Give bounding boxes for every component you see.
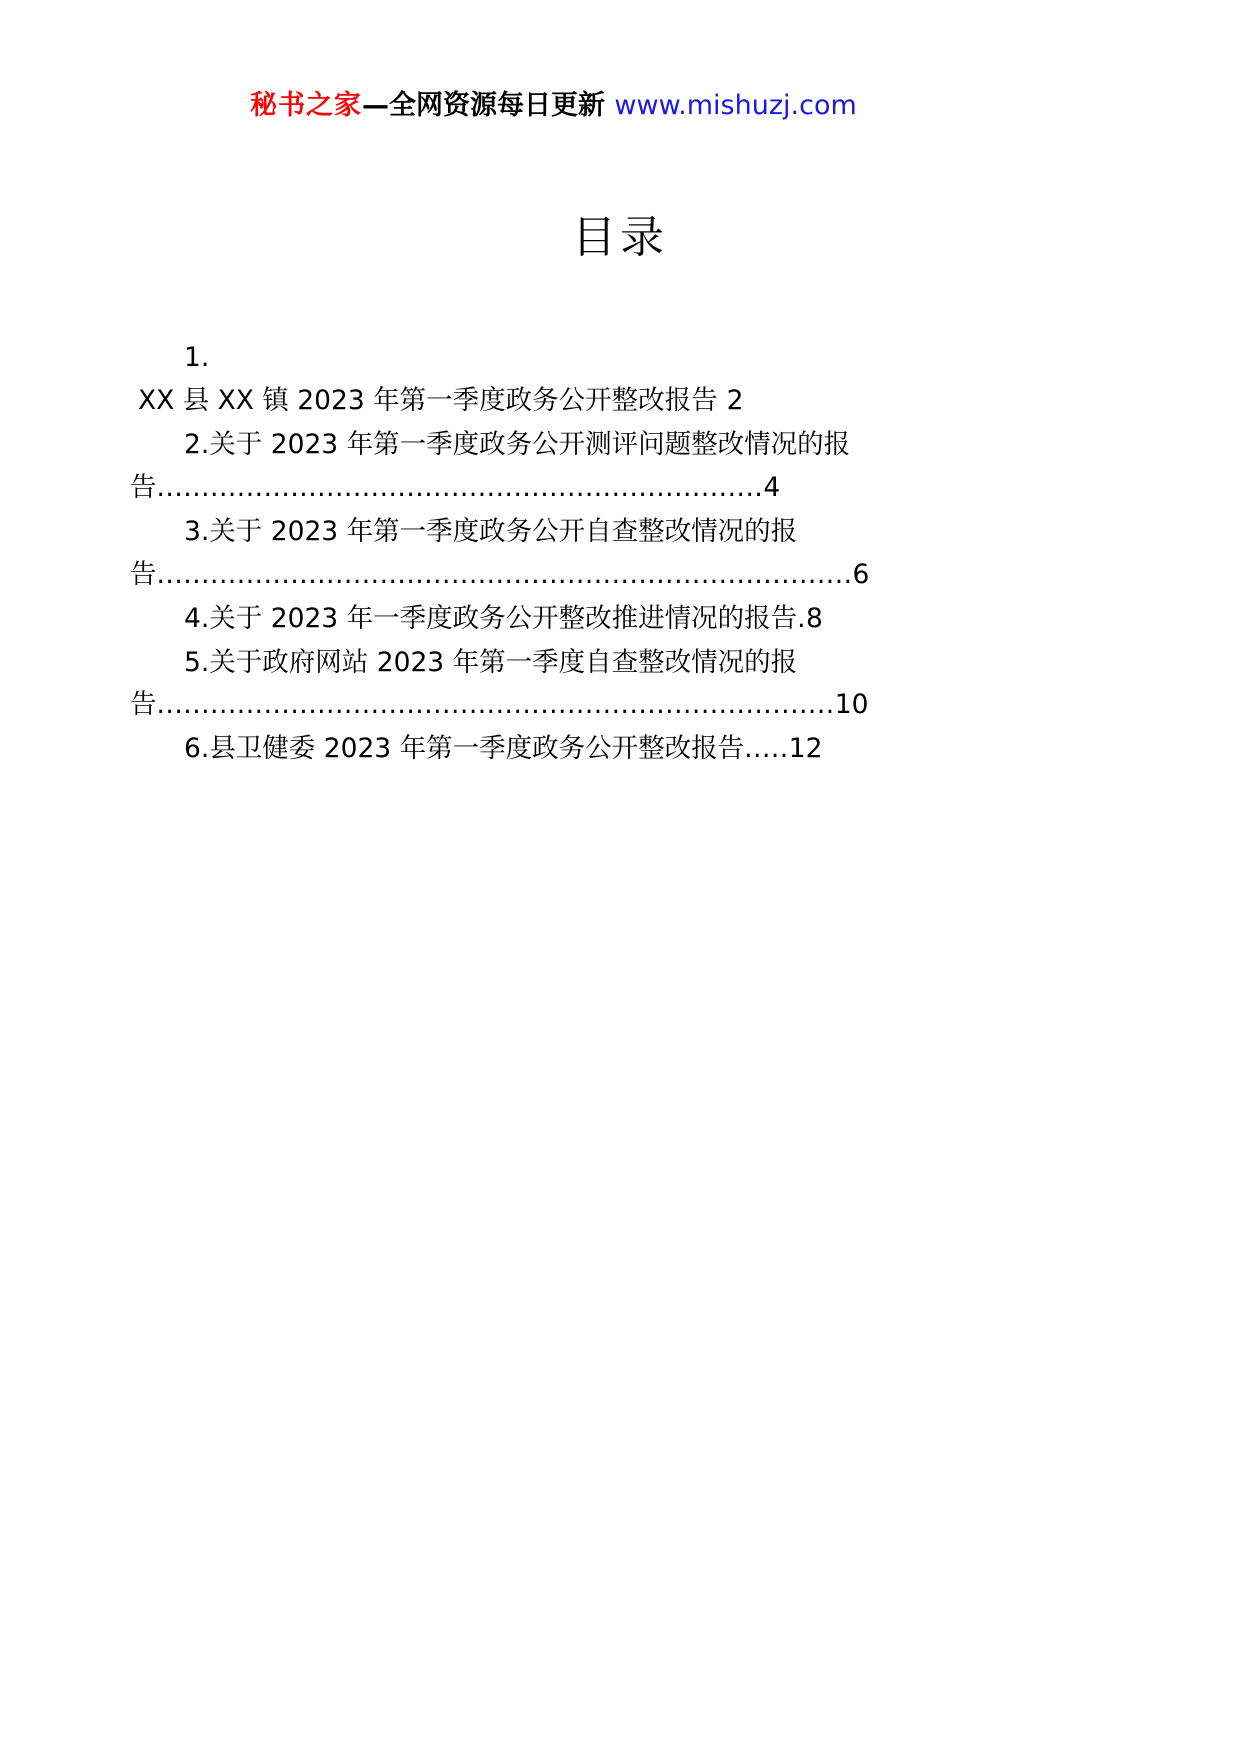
toc-title-3: 关于 2023 年第一季度政务公开自查整改情况的报告 [130, 515, 798, 590]
toc-page-6: 12 [788, 733, 823, 765]
site-brand: 秘书之家 [250, 90, 362, 121]
toc-entry-3[interactable] [130, 511, 1130, 597]
table-of-contents [110, 337, 1130, 771]
toc-title-6: 县卫健委 2023 年第一季度政务公开整改报告 [209, 733, 745, 765]
toc-title-4: 关于 2023 年一季度政务公开整改推进情况的报告 [209, 602, 798, 634]
toc-leader-2: .................................................................... [156, 471, 764, 503]
toc-number-5: 5. [184, 646, 210, 678]
site-url[interactable]: www.mishuzj.com [614, 90, 857, 121]
toc-number-6: 6. [184, 733, 210, 765]
toc-page-1: 2 [726, 385, 744, 417]
toc-leader-6: ..... [744, 733, 789, 765]
toc-entry-4[interactable] [130, 598, 1130, 641]
toc-page-3: 6 [852, 558, 870, 590]
site-tagline: —全网资源每日更新 [362, 90, 615, 121]
toc-leader-4: . [797, 602, 807, 634]
toc-page-5: 10 [834, 689, 869, 721]
toc-title-1: XX 县 XX 镇 2023 年第一季度政务公开整改报告 [138, 385, 718, 417]
toc-number-2: 2. [184, 428, 210, 460]
site-header [110, 88, 1130, 123]
toc-entry-5[interactable] [130, 642, 1130, 728]
page-title: 目录 [572, 212, 668, 264]
toc-number-1: 1. [184, 342, 210, 374]
toc-leader-5: ............................................................................ [156, 689, 835, 721]
toc-entry-1[interactable] [130, 337, 1130, 423]
toc-entry-2[interactable] [130, 424, 1130, 510]
toc-number-4: 4. [184, 602, 210, 634]
toc-leader-1 [718, 385, 727, 416]
toc-leader-3: .............................................................................. [156, 558, 853, 590]
toc-page-2: 4 [763, 471, 781, 503]
toc-page-4: 8 [806, 602, 823, 634]
toc-title-5: 关于政府网站 2023 年第一季度自查整改情况的报告 [130, 646, 798, 721]
toc-title-2: 关于 2023 年第一季度政务公开测评问题整改情况的报告 [130, 428, 851, 503]
toc-entry-6[interactable] [130, 728, 1130, 771]
toc-number-3: 3. [184, 515, 210, 547]
